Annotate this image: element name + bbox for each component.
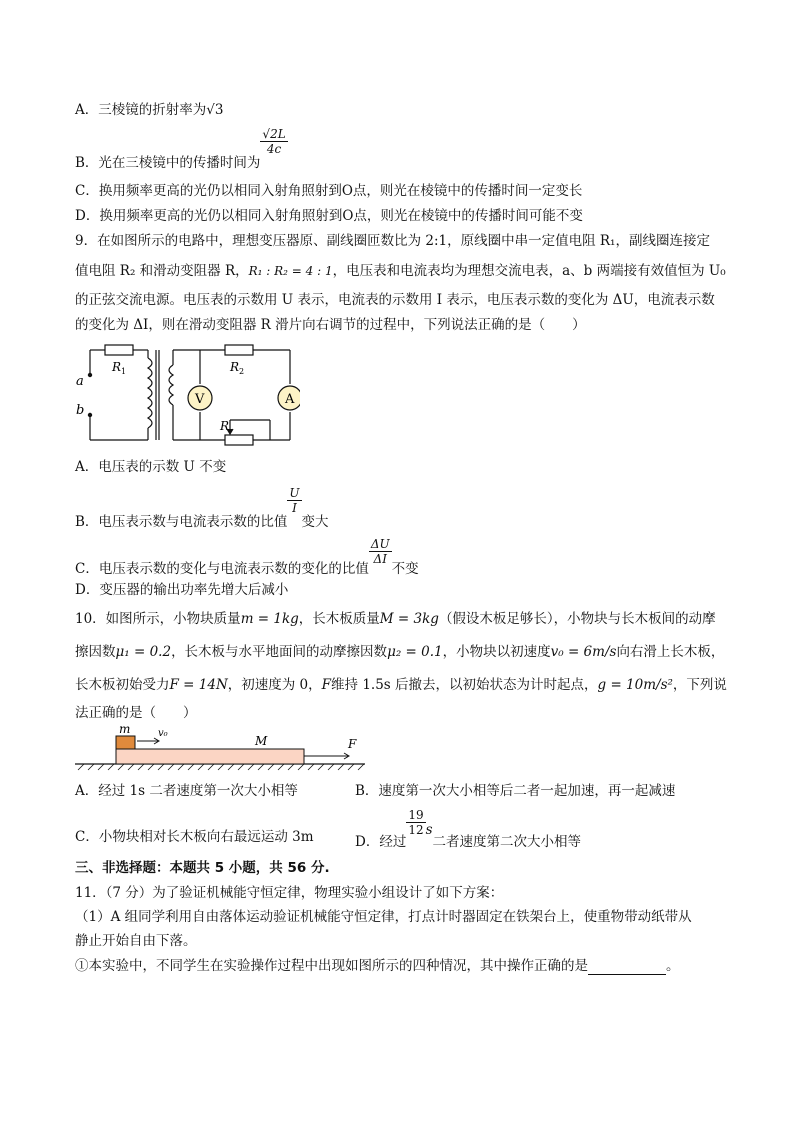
label-F: F (348, 737, 357, 751)
q10-option-d: D．经过 $\frac{19}{12}$ s二者速度第二次大小相等 (355, 808, 582, 850)
q8-option-b-fraction: $\frac{√2L}{4c}$ (262, 127, 286, 156)
q10-option-d-fraction: $\frac{19}{12}$ (408, 808, 424, 837)
q10-option-b: B．速度第一次大小相等后二者一起加速，再一起减速 (355, 783, 676, 799)
secondary-coil (169, 365, 173, 405)
q9-stem-line1: 9．在如图所示的电路中，理想变压器原、副线圈匝数比为 2:1，原线圈中串一定值电阻 R₁，副线圈连接定 (75, 233, 710, 249)
q8-option-c: C．换用频率更高的光仍以相同入射角照射到O点，则光在棱镜中的传播时间一定变长 (75, 183, 583, 199)
q11-line4: ①本实验中，不同学生在实验操作过程中出现如图所示的四种情况，其中操作正确的是 。 (75, 958, 680, 974)
q9-option-d: D．变压器的输出功率先增大后减小 (75, 582, 289, 598)
rheostat-r (225, 435, 253, 445)
q8-option-a-value: √3 (206, 102, 224, 118)
long-board (116, 749, 304, 764)
q11-line2: （1）A 组同学利用自由落体运动验证机械能守恒定律，打点计时器固定在铁架台上，使重物带动纸带从 (75, 909, 692, 925)
label-r1-sub: 1 (121, 367, 127, 376)
q10-option-c: C．小物块相对长木板向右最远运动 3m (75, 829, 314, 845)
q9-stem-line2: 值电阻 R₂ 和滑动变阻器 R，R₁ : R₂ = 4 : 1，电压表和电流表均为理想交流电表，a、b 两端接有效值恒为 U₀ (75, 263, 726, 279)
q9-stem-line4: 的变化为 ΔI，则在滑动变阻器 R 滑片向右调节的过程中，下列说法正确的是（ ） (75, 317, 586, 333)
label-r: R (220, 419, 230, 433)
q8-option-b-text: B．光在三棱镜中的传播时间为 (75, 155, 261, 171)
q9-circuit-diagram (70, 340, 300, 448)
resistor-r2 (225, 345, 253, 355)
q9-stem-line3: 的正弦交流电源。电压表的示数用 U 表示，电流表的示数用 I 表示，电压表示数的变化为 ΔU，电流表示数 (75, 292, 715, 308)
q11-line1: 11．（7 分）为了验证机械能守恒定律，物理实验小组设计了如下方案： (75, 885, 504, 901)
q10-block-board-diagram (70, 722, 370, 772)
q8-option-b (75, 127, 288, 171)
q11-line3: 静止开始自由下落。 (75, 933, 197, 949)
label-r2: R (230, 360, 240, 374)
terminal-b (88, 413, 92, 417)
label-r2-sub: 2 (239, 367, 245, 376)
label-a: a (76, 374, 84, 389)
q10-stem-line1: 10．如图所示，小物块质量m = 1kg，长木板质量M = 3kg（假设木板足够长），小物块与长木板间的动摩 (75, 611, 716, 627)
label-b: b (76, 403, 85, 418)
resistor-r1 (105, 345, 133, 355)
label-M: M (255, 734, 268, 748)
answer-blank[interactable] (588, 960, 666, 975)
section-heading: 三、非选择题：本题共 5 小题，共 56 分. (75, 860, 330, 876)
q10-stem-line2: 擦因数μ₁ = 0.2，长木板与水平地面间的动摩擦因数μ₂ = 0.1，小物块以初速度v₀ = 6m/s向右滑上长木板， (75, 644, 725, 660)
label-v0: v₀ (158, 728, 168, 739)
label-v: V (195, 392, 205, 407)
label-amm: A (285, 392, 295, 407)
q8-option-d: D．换用频率更高的光仍以相同入射角照射到O点，则光在棱镜中的传播时间可能不变 (75, 208, 583, 224)
q9-option-b: B．电压表示数与电流表示数的比值 $\frac{U}{I}$ 变大 (75, 486, 329, 530)
q10-option-a: A．经过 1s 二者速度第一次大小相等 (75, 783, 298, 799)
q9-option-c: C．电压表示数的变化与电流表示数的变化的比值 $\frac{\Delta U}{\Delta I}$ 不变 (75, 537, 419, 577)
q8-option-a-text: A．三棱镜的折射率为 (75, 102, 207, 118)
q10-stem-line4: 法正确的是（ ） (75, 705, 197, 721)
small-block (116, 736, 135, 749)
label-r1: R (112, 360, 122, 374)
terminal-a (88, 373, 92, 377)
q9-option-c-fraction: $\frac{\Delta U}{\Delta I}$ (370, 537, 390, 566)
label-m: m (119, 722, 131, 736)
q9-option-a: A．电压表的示数 U 不变 (75, 459, 227, 475)
q9-option-b-fraction: $\frac{U}{I}$ (289, 486, 300, 515)
q10-stem-line3: 长木板初始受力F = 14N，初速度为 0，F维持 1.5s 后撤去，以初始状态为计时起点，g = 10m/s²，下列说 (75, 677, 727, 693)
primary-coil (148, 358, 152, 428)
q8-option-a (75, 101, 223, 119)
